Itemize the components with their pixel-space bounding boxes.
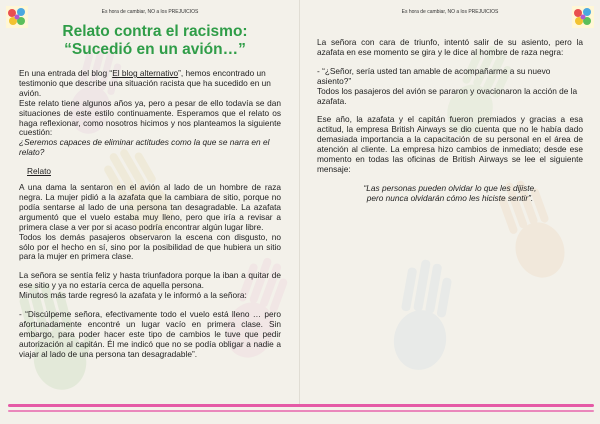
intro-text-before: En una entrada del blog “ [19,68,113,78]
quote-line-2: pero nunca olvidarán cómo les hiciste sentir”. [366,192,534,203]
hands-logo-icon [572,6,594,28]
left-body [19,69,281,360]
right-body [317,38,583,204]
story-paragraph: Ese año, la azafata y el capitán fueron premiados y gracias a esa actitud, la empresa British Airways se dio cuenta que no le había dado demasiada importancia a la capacitación de su personal en el área de atención al cliente. La empresa hizo cambios de inmediato; desde ese momento en todas las oficinas de British Airways se lee el siguiente mensaje: [317,114,583,174]
quote-line-1: “Las personas pueden olvidar lo que les dijiste, [363,182,537,193]
story-paragraph: Todos los pasajeros del avión se pararon y ovacionaron la acción de la azafata. [317,85,578,106]
story-paragraph: Todos los demás pasajeros observaron la escena con disgusto, no sólo por el hecho en sí, sino por la posibilidad de que hubiera un sitio para la mujer en primera clase. [19,231,281,262]
story-paragraph: La señora con cara de triunfo, intentó salir de su asiento, pero la azafata en ese momento se gira y le dice al hombre de raza negra: [317,37,583,57]
story-paragraph: La señora se sentía feliz y hasta triunfadora porque la iban a quitar de ese sitio y ya no estaría cerca de aquella persona. [19,270,281,291]
story-paragraph: - “Discúlpeme señora, efectivamente todo el vuelo está lleno … pero afortunadamente encontré un lugar vacío en primera clase. Sin embargo, para poder hacer este tipo de cambios le tuve que pedir autorización al capitán. Él me indicó que no se podía obligar a nadie a viajar al lado de una persona tan desagradable”. [19,309,281,359]
closing-quote [337,184,563,204]
title-line-1: Relato contra el racismo: [62,23,248,40]
page-title [20,23,290,59]
footer-line [8,404,594,407]
page-header-right: Es hora de cambiar, NO a los PREJUICIOS [401,9,499,15]
intro-paragraph [19,69,281,99]
story-paragraph: A una dama la sentaron en el avión al lado de un hombre de raza negra. La mujer pidió a la azafata que la cambiara de sitio, porque no podía sentarse al lado de una persona tan desagradable. La azafata argumentó que el vuelo estaba muy lleno, pero que iría a revisar a primera clase a ver por si acaso podría encontrar algún lugar libre. [19,182,281,232]
story-paragraph: Minutos más tarde regresó la azafata y le informó a la señora: [19,290,247,301]
title-line-2: “Sucedió en un avión…” [64,41,246,58]
intro-question: ¿Seremos capaces de eliminar actitudes como la que se narra en el relato? [19,137,270,158]
page-header-left: Es hora de cambiar, NO a los PREJUICIOS [101,9,199,15]
intro-paragraph-2: Este relato tiene algunos años ya, pero a pesar de ello todavía se dan situaciones de este estilo continuamente. Esperamos que el relato os haga reflexionar, como nosotros hicimos y nos planteamos la siguiente cuestión: [19,97,281,138]
story-paragraph: - “¿Señor, sería usted tan amable de acompañarme a su nuevo asiento?” [317,65,551,86]
footer-line [8,410,594,412]
left-page [0,0,300,405]
blog-link[interactable]: El blog alternativo [112,68,179,78]
intro-text-after: ”, hemos encontrado un testimonio que describe una situación racista que ha sucedido en un avión. [19,68,271,98]
relato-heading: Relato [27,166,51,177]
